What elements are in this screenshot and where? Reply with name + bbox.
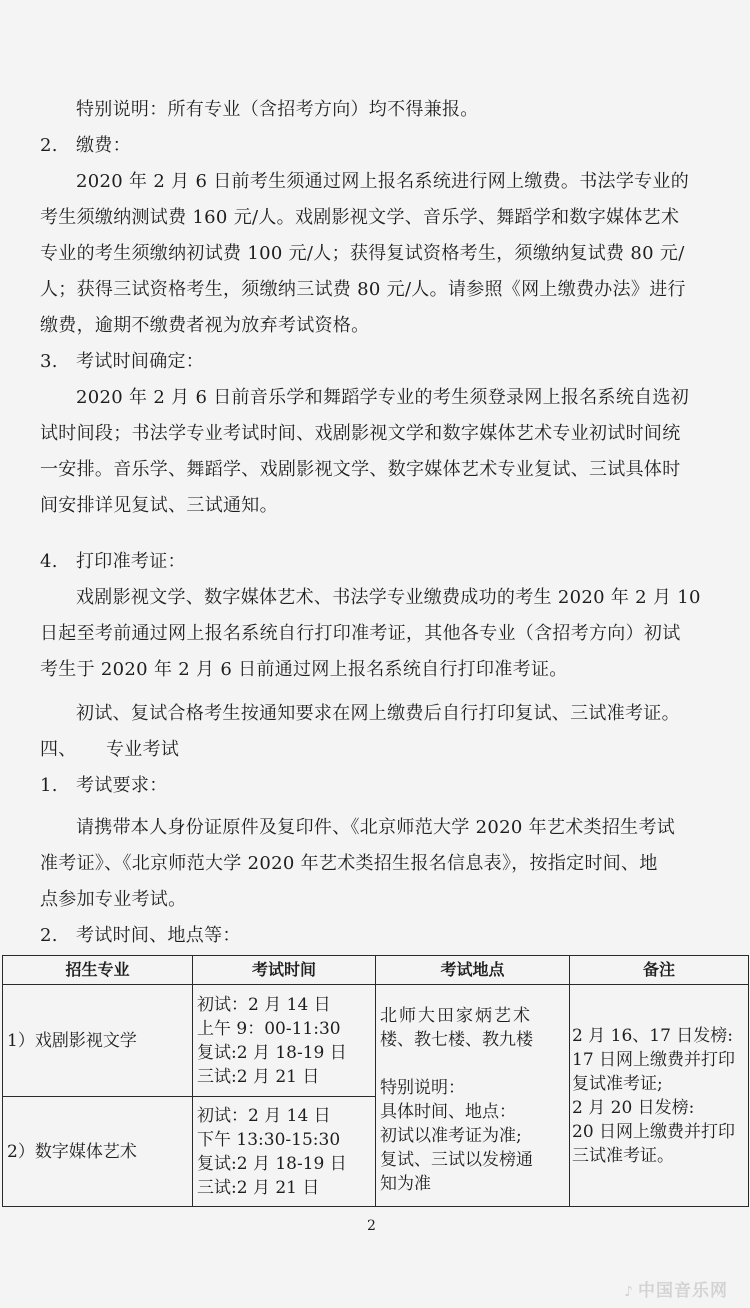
paragraph-line: 考生须缴纳测试费 160 元/人。戏剧影视文学、音乐学、舞蹈学和数字媒体艺术 bbox=[40, 207, 680, 228]
paragraph-line: 人；获得三试资格考生，须缴纳三试费 80 元/人。请参照《网上缴费办法》进行 bbox=[40, 279, 686, 300]
note-line: 20 日网上缴费并打印 bbox=[572, 1121, 736, 1142]
header-major: 招生专业 bbox=[3, 956, 193, 985]
header-place: 考试地点 bbox=[376, 956, 570, 985]
paragraph-line: 考生于 2020 年 2 月 6 日前通过网上报名系统自行打印准考证。 bbox=[40, 659, 568, 680]
header-time: 考试时间 bbox=[193, 956, 376, 985]
paragraph-line: 一安排。音乐学、舞蹈学、戏剧影视文学、数字媒体艺术专业复试、三试具体时 bbox=[40, 459, 681, 480]
paragraph-line: 戏剧影视文学、数字媒体艺术、书法学专业缴费成功的考生 2020 年 2 月 10 bbox=[76, 587, 701, 608]
music-note-icon: ♪ bbox=[624, 1284, 634, 1300]
major-cell: 1）戏剧影视文学 bbox=[3, 985, 193, 1097]
watermark-text: 中国音乐网 bbox=[638, 1281, 728, 1301]
paragraph-line: 点参加专业考试。 bbox=[40, 889, 187, 910]
time-line: 三试:2 月 21 日 bbox=[197, 1066, 320, 1087]
chapter-number: 四、 bbox=[40, 739, 77, 760]
note-cell bbox=[570, 985, 749, 1207]
section-2-heading bbox=[40, 133, 131, 159]
major-cell: 2）数字媒体艺术 bbox=[3, 1097, 193, 1207]
section-title: 缴费： bbox=[76, 135, 131, 156]
subsection-2-heading bbox=[40, 923, 241, 949]
place-cell bbox=[376, 985, 570, 1207]
section-title: 打印准考证： bbox=[76, 551, 186, 572]
special-note-line: 特别说明：所有专业（含招考方向）均不得兼报。 bbox=[76, 99, 479, 120]
time-line: 初试：2 月 14 日 bbox=[197, 994, 331, 1015]
place-line: 楼、教七楼、教九楼 bbox=[380, 1029, 533, 1050]
paragraph-line: 专业的考生须缴纳初试费 100 元/人；获得复试资格考生，须缴纳复试费 80 元/ bbox=[40, 243, 685, 264]
place-line bbox=[380, 1052, 565, 1076]
place-line: 复试、三试以发榜通 bbox=[380, 1149, 533, 1170]
chapter-4-heading bbox=[40, 737, 179, 763]
section-3-heading bbox=[40, 349, 204, 375]
paragraph-line: 试时间段；书法学专业考试时间、戏剧影视文学和数字媒体艺术专业初试时间统 bbox=[40, 423, 681, 444]
watermark bbox=[624, 1276, 728, 1301]
section-title: 考试时间确定： bbox=[76, 351, 205, 372]
page-number: 2 bbox=[367, 1218, 376, 1234]
table-header-row bbox=[3, 956, 749, 985]
paragraph-line: 日起至考前通过网上报名系统自行打印准考证，其他各专业（含招考方向）初试 bbox=[40, 623, 681, 644]
header-note: 备注 bbox=[570, 956, 749, 985]
paragraph-line: 2020 年 2 月 6 日前考生须通过网上报名系统进行网上缴费。书法学专业的 bbox=[76, 171, 690, 192]
paragraph-line: 准考证》、《北京师范大学 2020 年艺术类招生报名信息表》，按指定时间、地 bbox=[40, 853, 658, 874]
exam-schedule-table bbox=[2, 955, 749, 1207]
subsection-1-heading bbox=[40, 773, 168, 799]
time-line: 三试:2 月 21 日 bbox=[197, 1177, 320, 1198]
paragraph-line: 2020 年 2 月 6 日前音乐学和舞蹈学专业的考生须登录网上报名系统自选初 bbox=[76, 387, 690, 408]
section-title: 考试要求： bbox=[76, 775, 168, 796]
note-line: 2 月 16、17 日发榜: bbox=[572, 1025, 734, 1046]
section-number: 3. bbox=[40, 351, 58, 372]
note-line: 2 月 20 日发榜: bbox=[572, 1097, 695, 1118]
section-number: 2. bbox=[40, 925, 58, 946]
section-number: 1. bbox=[40, 775, 58, 796]
paragraph-line: 初试、复试合格考生按通知要求在网上缴费后自行打印复试、三试准考证。 bbox=[76, 703, 680, 724]
place-line: 北师大田家炳艺术 bbox=[380, 1005, 532, 1026]
note-line: 复试准考证; bbox=[572, 1073, 663, 1094]
note-line: 三试准考证。 bbox=[572, 1145, 674, 1166]
note-line: 17 日网上缴费并打印 bbox=[572, 1049, 736, 1070]
place-line: 特别说明： bbox=[380, 1077, 465, 1098]
section-number: 2. bbox=[40, 135, 58, 156]
time-line: 下午 13:30-15:30 bbox=[197, 1129, 341, 1150]
place-line: 具体时间、地点： bbox=[380, 1101, 516, 1122]
time-cell bbox=[193, 1097, 376, 1207]
section-number: 4. bbox=[40, 551, 58, 572]
time-line: 复试:2 月 18-19 日 bbox=[197, 1042, 347, 1063]
section-title: 考试时间、地点等： bbox=[76, 925, 241, 946]
time-line: 复试:2 月 18-19 日 bbox=[197, 1153, 347, 1174]
time-line: 上午 9：00-11:30 bbox=[197, 1018, 341, 1039]
paragraph-line: 间安排详见复试、三试通知。 bbox=[40, 495, 278, 516]
place-line: 初试以准考证为准; bbox=[380, 1125, 522, 1146]
time-line: 初试：2 月 14 日 bbox=[197, 1105, 331, 1126]
time-cell bbox=[193, 985, 376, 1097]
paragraph-line: 缴费，逾期不缴费者视为放弃考试资格。 bbox=[40, 315, 370, 336]
place-line: 知为准 bbox=[380, 1173, 431, 1194]
section-4-heading bbox=[40, 549, 186, 575]
table-row bbox=[3, 985, 749, 1097]
paragraph-line: 请携带本人身份证原件及复印件、《北京师范大学 2020 年艺术类招生考试 bbox=[76, 817, 676, 838]
chapter-title: 专业考试 bbox=[106, 739, 180, 760]
